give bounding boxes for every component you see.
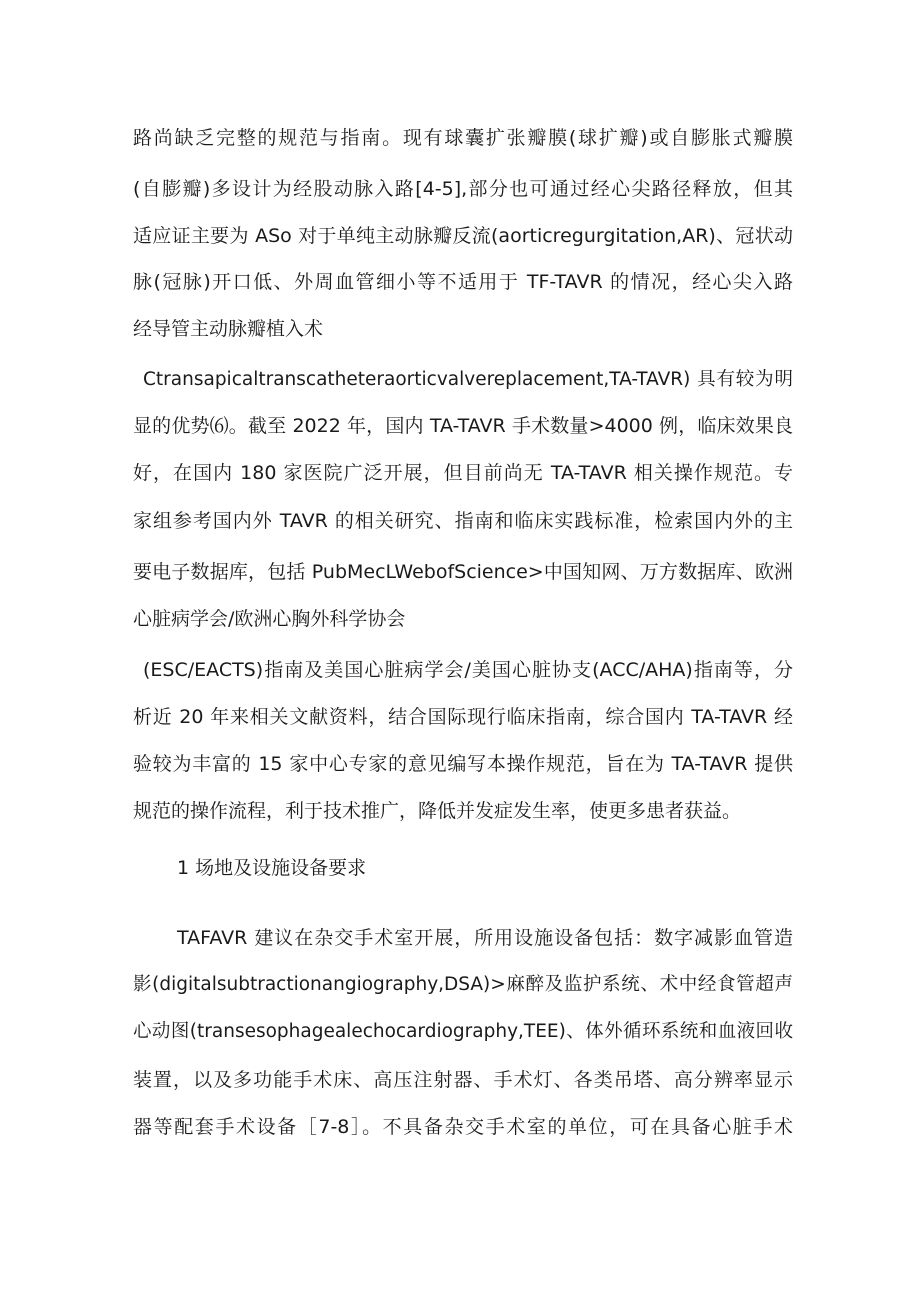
paragraph-line: 经导管主动脉瓣植入术 — [133, 318, 324, 340]
paragraph-line: Ctransapicaltranscatheteraorticvalvereplacement,TA-TAVR) 具有较为明 — [143, 369, 793, 390]
paragraph-line: 路尚缺乏完整的规范与指南。现有球囊扩张瓣膜(球扩瓣)或自膨胀式瓣膜 — [133, 127, 793, 149]
paragraph-line: (ESC/EACTS)指南及美国心脏病学会/美国心脏协支(ACC/AHA)指南等，分 — [143, 659, 793, 681]
paragraph-line: 析近 20 年来相关文献资料，结合国际现行临床指南，综合国内 TA-TAVR 经 — [133, 706, 793, 728]
paragraph-line: 影(digitalsubtractionangiography,DSA)>麻醉及监护系统、术中经食管超声 — [133, 974, 793, 995]
paragraph-line: 心脏病学会/欧洲心胸外科学协会 — [133, 608, 406, 630]
paragraph-line: TAFAVR 建议在杂交手术室开展，所用设施设备包括：数字减影血管造 — [177, 927, 793, 949]
paragraph-line: 验较为丰富的 15 家中心专家的意见编写本操作规范，旨在为 TA-TAVR 提供 — [133, 753, 793, 775]
paragraph-line: 适应证主要为 ASo 对于单纯主动脉瓣反流(aorticregurgitation,AR)、冠状动 — [133, 225, 793, 247]
paragraph-line: 好，在国内 180 家医院广泛开展，但目前尚无 TA-TAVR 相关操作规范。专 — [133, 462, 793, 484]
paragraph-line: 脉(冠脉)开口低、外周血管细小等不适用于 TF-TAVR 的情况，经心尖入路 — [133, 271, 793, 293]
paragraph-line: 规范的操作流程，利于技术推广，降低并发症发生率，使更多患者获益。 — [133, 800, 742, 822]
paragraph-line: 心动图(transesophagealechocardiography,TEE)、体外循环系统和血液回收 — [133, 1021, 793, 1042]
paragraph-line: 家组参考国内外 TAVR 的相关研究、指南和临床实践标准，检索国内外的主 — [133, 510, 793, 532]
section-heading: 1 场地及设施设备要求 — [177, 857, 367, 879]
paragraph-line: 要电子数据库，包括 PubMecLWebofScience>中国知网、万方数据库、欧洲 — [133, 561, 793, 583]
paragraph-line: 装置，以及多功能手术床、高压注射器、手术灯、各类吊塔、高分辨率显示 — [133, 1069, 793, 1091]
paragraph-line: (自膨瓣)多设计为经股动脉入路[4-5],部分也可通过经心尖路径释放，但其 — [133, 178, 793, 200]
paragraph-line: 显的优势⑹。截至 2022 年，国内 TA-TAVR 手术数量>4000 例，临床效果良 — [133, 415, 793, 437]
paragraph-line: 器等配套手术设备［7-8］。不具备杂交手术室的单位，可在具备心脏手术 — [133, 1116, 793, 1138]
